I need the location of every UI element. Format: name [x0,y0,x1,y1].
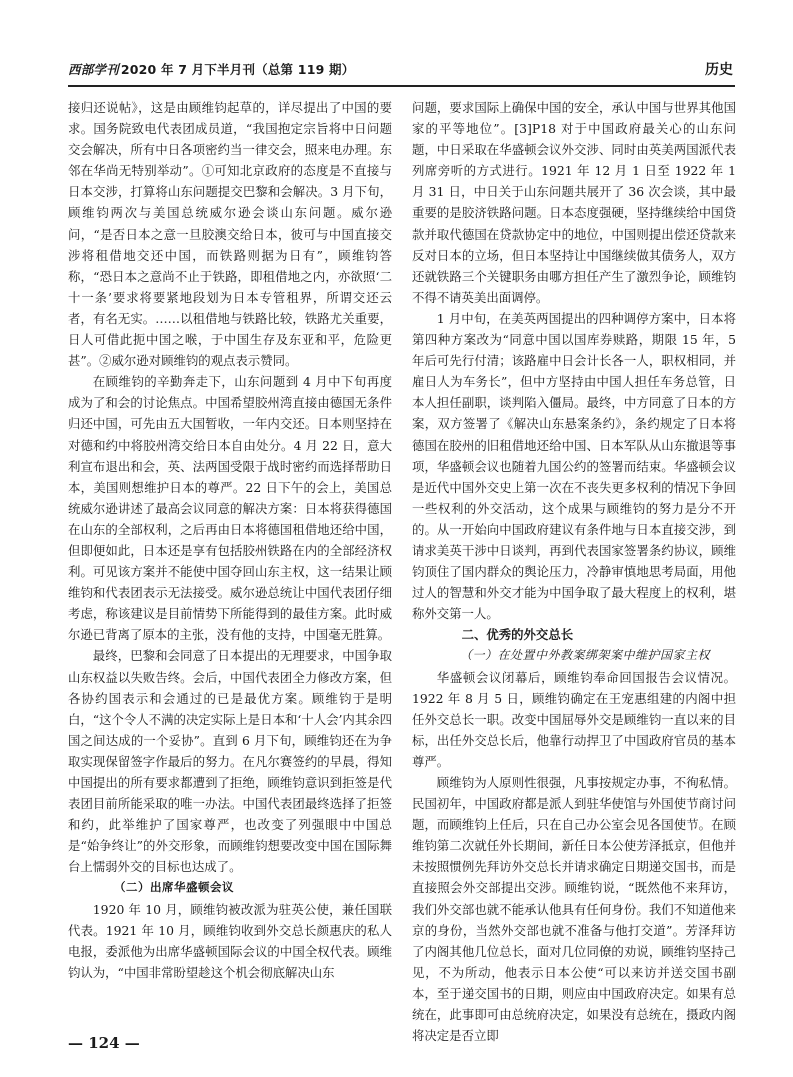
paragraph-continued: 接归还说帖》，这是由顾维钧起草的，详尽提出了中国的要求。国务院致电代表团成员道，“我国抱定宗旨将中日问题交会解决，所有中日各项密约当一律交会，照来电办理。东邻在华尚无特别举动”。①可知北京政府的态度是不直接与日本交涉，打算将山东问题提交巴黎和会解决。3 月下旬，顾维钧两次与美国总统威尔逊会谈山东问题。威尔逊问，“是否日本之意一旦胶澳交给日本，彼可与中国直接交涉将租借地交还中国，而铁路则据为日有”，顾维钧答称，“恐日本之意尚不止于铁路，即租借地之内，亦欲照‘二十一条’要求将要紧地段划为日本专管租界，所谓交还云者，有名无实。……以租借地与铁路比较，铁路尤关重要，日人可借此扼中国之喉，于中国生存及东亚和平，危险更甚”。②威尔逊对顾维钧的观点表示赞同。 [68,100,392,369]
paragraph: 顾维钧为人原则性很强，凡事按规定办事，不徇私情。民国初年，中国政府都是派人到驻华使馆与外国使节商讨问题，而顾维钧上任后，只在自己办公室会见各国使节。在顾维钧第二次就任外长期间，新任日本公使芳泽抵京，但他并未按照惯例先拜访外交总长并请求确定日期递交国书，而是直接照会外交部提出交涉。顾维钧说，“既然他不来拜访，我们外交部也就不能承认他具有任何身份。我们不知道他来京的身份，当然外交部也就不准备与他打交道”。芳泽拜访了内阁其他几位总长，面对几位同僚的劝说，顾维钧坚持己见，不为所动，他表示日本公使“可以来访并送交国书副本，至于递交国书的日期，则应由中国政府决定。如果有总统在，此事即可由总统府决定，如果没有总统在，摄政内阁将决定是否立即 [412,775,736,1044]
section-label: 历史 [705,62,733,78]
issue-info: 2020 年 7 月下半月刊（总第 119 期） [120,62,355,77]
header-rule [68,85,735,87]
paragraph: 最终，巴黎和会同意了日本提出的无理要求，中国争取山东权益以失败告终。会后，中国代表团全力修改方案，但各协约国表示和会通过的已是最优方案。顾维钧于是明白，“这个令人不满的决定实际上是日本和‘十人会’内其余四国之间达成的一个妥协”。直到 6 月下旬，顾维钧还在为争取实现保留签字作最后的努力。在凡尔赛签约的早晨，得知中国提出的所有要求都遭到了拒绝，顾维钧意识到拒签是代表团目前所能采取的唯一办法。中国代表团最终选择了拒签和约，此举维护了国家尊严，也改变了列强眼中中国总是“始争终让”的外交形象，而顾维钧想要改变中国在国际舞台上懦弱外交的目标也达成了。 [68,648,392,875]
page-number: — 124 — [68,1034,140,1052]
paragraph-continued: 问题，要求国际上确保中国的安全，承认中国与世界其他国家的平等地位”。[3]P18 对于中国政府最关心的山东问题，中日采取在华盛顿会议外交涉、同时由英美两国派代表列席旁听的方式进行。1921 年 12 月 1 日至 1922 年 1 月 31 日，中日关于山东问题共展开了 36 次会谈，其中最重要的是胶济铁路问题。日本态度强硬，坚持继续给中国贷款并取代德国在贷款协定中的地位，中国则提出偿还贷款来反对日本的立场，但日本坚持让中国继续做其债务人，双方还就铁路三个关键职务由哪方担任产生了激烈争论，顾维钧不得不请英美出面调停。 [412,100,736,305]
paragraph: 华盛顿会议闭幕后，顾维钧奉命回国报告会议情况。1922 年 8 月 5 日，顾维钧确定在王宠惠组建的内阁中担任外交总长一职。改变中国屈辱外交是顾维钧一直以来的目标，出任外交总长后，他靠行动捍卫了中国政府官员的基本尊严。 [412,669,736,769]
journal-name: 西部学刊 [68,62,119,77]
right-column [412,97,736,1046]
header-left [68,60,354,78]
section-heading: 二、优秀的外交总长 [461,627,574,643]
subsection-heading: （二）出席华盛顿会议 [114,880,234,895]
paragraph: 1920 年 10 月，顾维钧被改派为驻英公使，兼任国联代表。1921 年 10 月，顾维钧收到外交总长颜惠庆的私人电报，委派他为出席华盛顿国际会议的中国全权代表。顾维钧认为，“中国非常盼望趁这个机会彻底解决山东 [68,901,392,980]
left-column [68,97,392,983]
subsection-heading: （一）在处置中外教案绑架案中维护国家主权 [460,648,711,663]
paragraph: 1 月中旬，在美英两国提出的四种调停方案中，日本将第四种方案改为“同意中国以国库券赎路，期限 15 年，5 年后可先行付清；该路雇中日会计长各一人，职权相同，并雇日人为车务长”，但中方坚持由中国人担任车务总管，日本人担任副职，谈判陷入僵局。最终，中方同意了日本的方案，双方签署了《解决山东悬案条约》，条约规定了日本将德国在胶州的旧租借地还给中国、日本军队从山东撤退等事项，华盛顿会议也随着九国公约的签署而结束。华盛顿会议是近代中国外交史上第一次在不丧失更多权利的情况下争回一些权利的外交活动，这个成果与顾维钧的努力是分不开的。从一开始向中国政府建议有条件地与日本直接交涉，到请求美英干涉中日谈判，再到代表国家签署条约协议，顾维钧顶住了国内群众的舆论压力，冷静审慎地思考局面，用他过人的智慧和外交才能为中国争取了最大程度上的权利，堪称外交第一人。 [412,310,736,622]
running-header [68,56,735,84]
paragraph: 在顾维钧的辛勤奔走下，山东问题到 4 月中下旬再度成为了和会的讨论焦点。中国希望胶州湾直接由德国无条件归还中国，可先由五大国暂收，一年内交还。日本则坚持在对德和约中将胶州湾交给日本自由处分。4 月 22 日，意大利宣布退出和会，英、法两国受限于战时密约而选择帮助日本，美国则想维护日本的尊严。22 日下午的会上，美国总统威尔逊讲述了最高会议同意的解决方案：日本将获得德国在山东的全部权利，之后再由日本将德国租借地还给中国，但即便如此，日本还是享有包括胶州铁路在内的全部经济权利。可见该方案并不能使中国夺回山东主权，这一结果让顾维钧和代表团表示无法接受。威尔逊总统让中国代表团仔细考虑，称该建议是目前情势下所能得到的最佳方案。此时威尔逊已背离了原本的主张，没有他的支持，中国毫无胜算。 [68,374,392,643]
